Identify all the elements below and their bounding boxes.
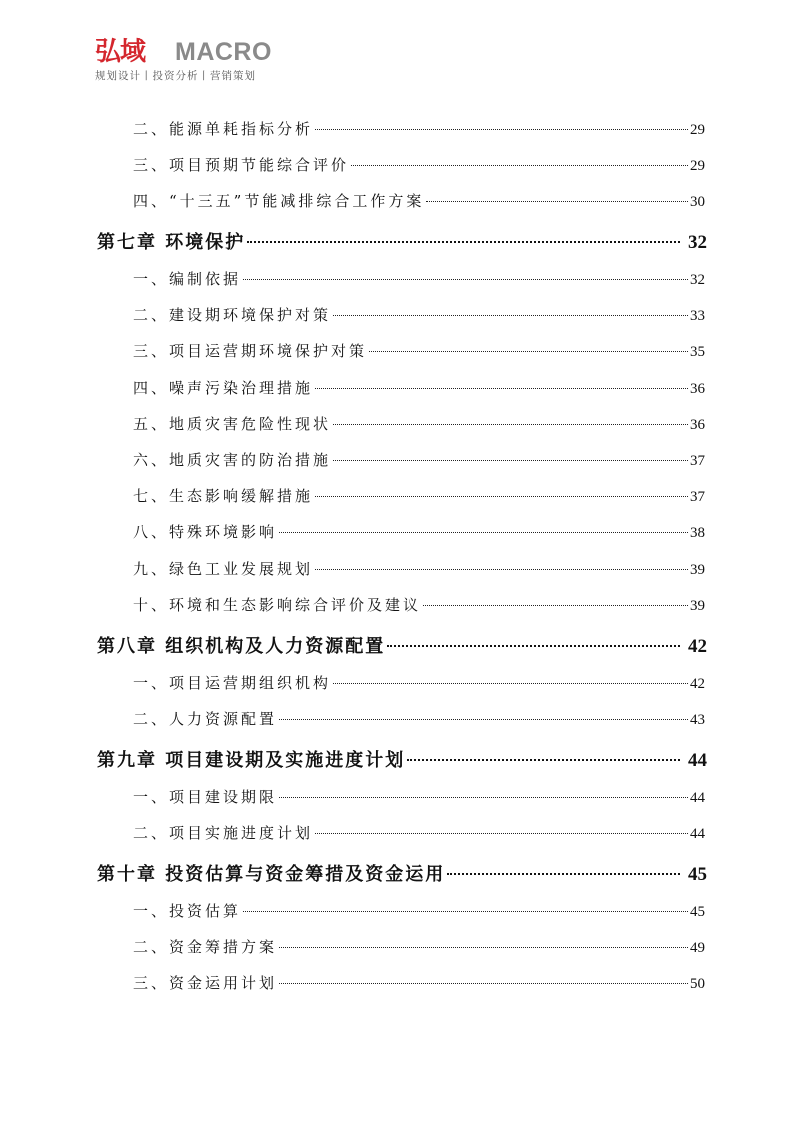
dot-leader: [243, 279, 688, 280]
toc-page-number: 42: [690, 676, 705, 692]
dot-leader: [407, 759, 680, 761]
toc-section-entry[interactable]: [133, 672, 705, 693]
toc-page-number: 38: [690, 525, 705, 541]
toc-entry-label: 二、能源单耗指标分析: [133, 120, 314, 138]
toc-entry-label: 一、项目建设期限: [133, 788, 278, 806]
dot-leader: [279, 719, 688, 720]
toc-section-entry[interactable]: [133, 485, 705, 506]
toc-section-entry[interactable]: [133, 558, 705, 579]
dot-leader: [351, 165, 688, 166]
toc-page-number: 44: [690, 790, 705, 806]
logo-mark: 弘域: [95, 37, 146, 67]
toc-section-entry[interactable]: [133, 786, 705, 807]
toc-section-entry[interactable]: [133, 822, 705, 843]
dot-leader: [315, 388, 688, 389]
toc-section-entry[interactable]: [133, 190, 705, 211]
toc-entry-label: 第八章 组织机构及人力资源配置: [97, 636, 386, 657]
toc-page-number: 35: [690, 344, 705, 360]
dot-leader: [333, 424, 688, 425]
dot-leader: [333, 460, 688, 461]
toc-section-entry[interactable]: [133, 304, 705, 325]
dot-leader: [387, 645, 680, 647]
dot-leader: [426, 201, 688, 202]
toc-page-number: 45: [690, 904, 705, 920]
toc-entry-label: 二、项目实施进度计划: [133, 824, 314, 842]
toc-section-entry[interactable]: [133, 340, 705, 361]
toc-section-entry[interactable]: [133, 972, 705, 993]
toc-chapter-entry[interactable]: [97, 860, 707, 886]
toc-page-number: 37: [690, 453, 705, 469]
toc-entry-label: 九、绿色工业发展规划: [133, 560, 314, 578]
toc-page-number: 39: [690, 598, 705, 614]
toc-page-number: 45: [688, 864, 707, 885]
toc-entry-label: 七、生态影响缓解措施: [133, 487, 314, 505]
toc-entry-label: 第九章 项目建设期及实施进度计划: [97, 750, 406, 771]
dot-leader: [369, 351, 688, 352]
toc-entry-label: 一、投资估算: [133, 902, 242, 920]
company-logo: [95, 38, 295, 88]
toc-entry-label: 三、项目预期节能综合评价: [133, 156, 350, 174]
toc-section-entry[interactable]: [133, 377, 705, 398]
toc-section-entry[interactable]: [133, 594, 705, 615]
toc-page-number: 36: [690, 417, 705, 433]
toc-section-entry[interactable]: [133, 900, 705, 921]
toc-section-entry[interactable]: [133, 708, 705, 729]
toc-entry-label: 五、地质灾害危险性现状: [133, 415, 332, 433]
toc-page-number: 39: [690, 562, 705, 578]
toc-entry-label: 六、地质灾害的防治措施: [133, 451, 332, 469]
toc-page-number: 32: [688, 232, 707, 253]
logo-tagline: 规划设计丨投资分析丨营销策划: [95, 70, 256, 82]
dot-leader: [333, 315, 688, 316]
toc-page-number: 33: [690, 308, 705, 324]
dot-leader: [279, 797, 688, 798]
dot-leader: [247, 241, 680, 243]
logo-wordmark: MACRO: [175, 38, 272, 66]
toc-entry-label: 十、环境和生态影响综合评价及建议: [133, 596, 422, 614]
dot-leader: [279, 983, 688, 984]
toc-entry-label: 三、项目运营期环境保护对策: [133, 342, 368, 360]
toc-entry-label: 四、“十三五”节能减排综合工作方案: [133, 192, 425, 210]
toc-page-number: 49: [690, 940, 705, 956]
toc-entry-label: 第七章 环境保护: [97, 232, 246, 253]
toc-entry-label: 三、资金运用计划: [133, 974, 278, 992]
toc-section-entry[interactable]: [133, 521, 705, 542]
toc-page-number: 29: [690, 158, 705, 174]
dot-leader: [279, 532, 688, 533]
toc-entry-label: 二、建设期环境保护对策: [133, 306, 332, 324]
toc-entry-label: 一、项目运营期组织机构: [133, 674, 332, 692]
dot-leader: [315, 129, 688, 130]
toc-entry-label: 四、噪声污染治理措施: [133, 379, 314, 397]
dot-leader: [315, 569, 688, 570]
toc-page-number: 50: [690, 976, 705, 992]
toc-chapter-entry[interactable]: [97, 228, 707, 254]
dot-leader: [315, 496, 688, 497]
dot-leader: [243, 911, 688, 912]
toc-entry-label: 二、资金筹措方案: [133, 938, 278, 956]
toc-page-number: 43: [690, 712, 705, 728]
toc-section-entry[interactable]: [133, 936, 705, 957]
toc-entry-label: 一、编制依据: [133, 270, 242, 288]
toc-chapter-entry[interactable]: [97, 746, 707, 772]
dot-leader: [315, 833, 688, 834]
toc-section-entry[interactable]: [133, 118, 705, 139]
toc-page-number: 44: [690, 826, 705, 842]
dot-leader: [333, 683, 688, 684]
toc-entry-label: 第十章 投资估算与资金筹措及资金运用: [97, 864, 446, 885]
toc-chapter-entry[interactable]: [97, 632, 707, 658]
toc-section-entry[interactable]: [133, 449, 705, 470]
toc-entry-label: 八、特殊环境影响: [133, 523, 278, 541]
toc-section-entry[interactable]: [133, 268, 705, 289]
toc-page-number: 37: [690, 489, 705, 505]
toc-page-number: 42: [688, 636, 707, 657]
toc-section-entry[interactable]: [133, 154, 705, 175]
toc-page-number: 36: [690, 381, 705, 397]
toc-page-number: 30: [690, 194, 705, 210]
toc-section-entry[interactable]: [133, 413, 705, 434]
toc-page-number: 29: [690, 122, 705, 138]
dot-leader: [279, 947, 688, 948]
dot-leader: [447, 873, 680, 875]
toc-entry-label: 二、人力资源配置: [133, 710, 278, 728]
toc-page-number: 32: [690, 272, 705, 288]
toc-page-number: 44: [688, 750, 707, 771]
dot-leader: [423, 605, 688, 606]
